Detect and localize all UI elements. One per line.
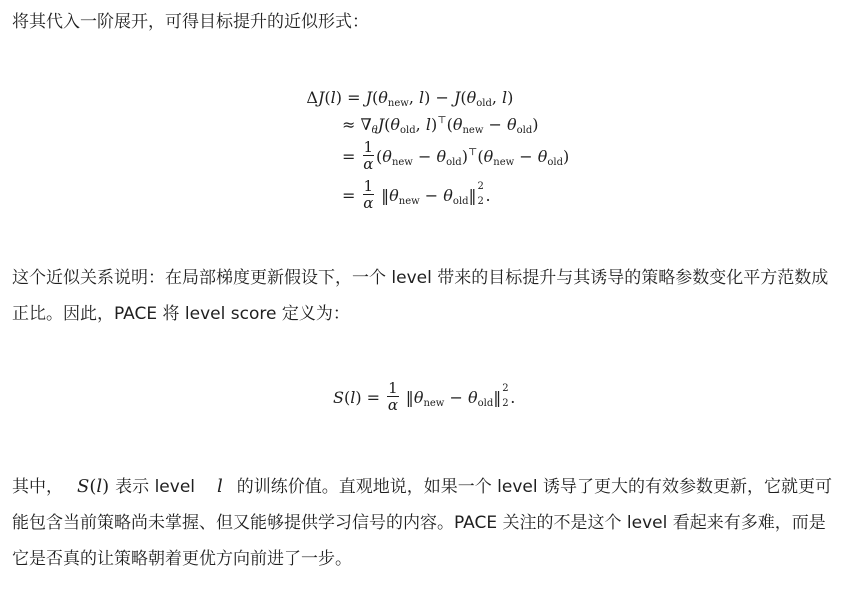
equation-row-1: ΔJ(l) = $J(\theta_{new}$, $l) - J(\theta_{old}$, l) [306, 88, 514, 109]
score-symbol: S(l) [77, 476, 110, 497]
score-equation: S(l) = $\frac{1}{\alpha}$ $‖\theta_{new}$ − $\theta_{old}‖$ 2 2 . [333, 379, 516, 414]
level-symbol: l [217, 476, 223, 497]
para3-part2: 表示 level [115, 477, 196, 497]
equation-row-3: = $\frac{1}{\alpha}$ $(\theta_{new} - \theta_{old})^⊤(\theta_{new} - \theta_{old})$ [342, 138, 570, 173]
interpretation-paragraph [12, 469, 842, 577]
para3-part3: 的训练价值。直观地说，如果一个 level 诱导了更大的有效参数更新，它就更可能包含当前策略尚未掌握、但又能够提供学习信号的内容。PACE 关注的不是这个 level 看起来有多难，而是它是否真的让策略朝着更优方向前进了一步。 [12, 477, 833, 569]
explanation-paragraph: 这个近似关系说明：在局部梯度更新假设下，一个 level 带来的目标提升与其诱导的策略参数变化平方范数成正比。因此，PACE 将 level score 定义为： [12, 268, 829, 324]
equation-row-4: = $\frac{1}{\alpha}$ $‖\theta_{new}$ − $\theta_{old}‖$ 2 2 . [342, 177, 491, 212]
intro-text: 将其代入一阶展开，可得目标提升的近似形式： [12, 12, 369, 32]
para3-part1: 其中， [12, 477, 63, 497]
equation-row-2: ≈ $\nabla_\theta J(\theta_{old}$, $l)^⊤(\theta_{new} - \theta_{old})$ [342, 115, 539, 136]
